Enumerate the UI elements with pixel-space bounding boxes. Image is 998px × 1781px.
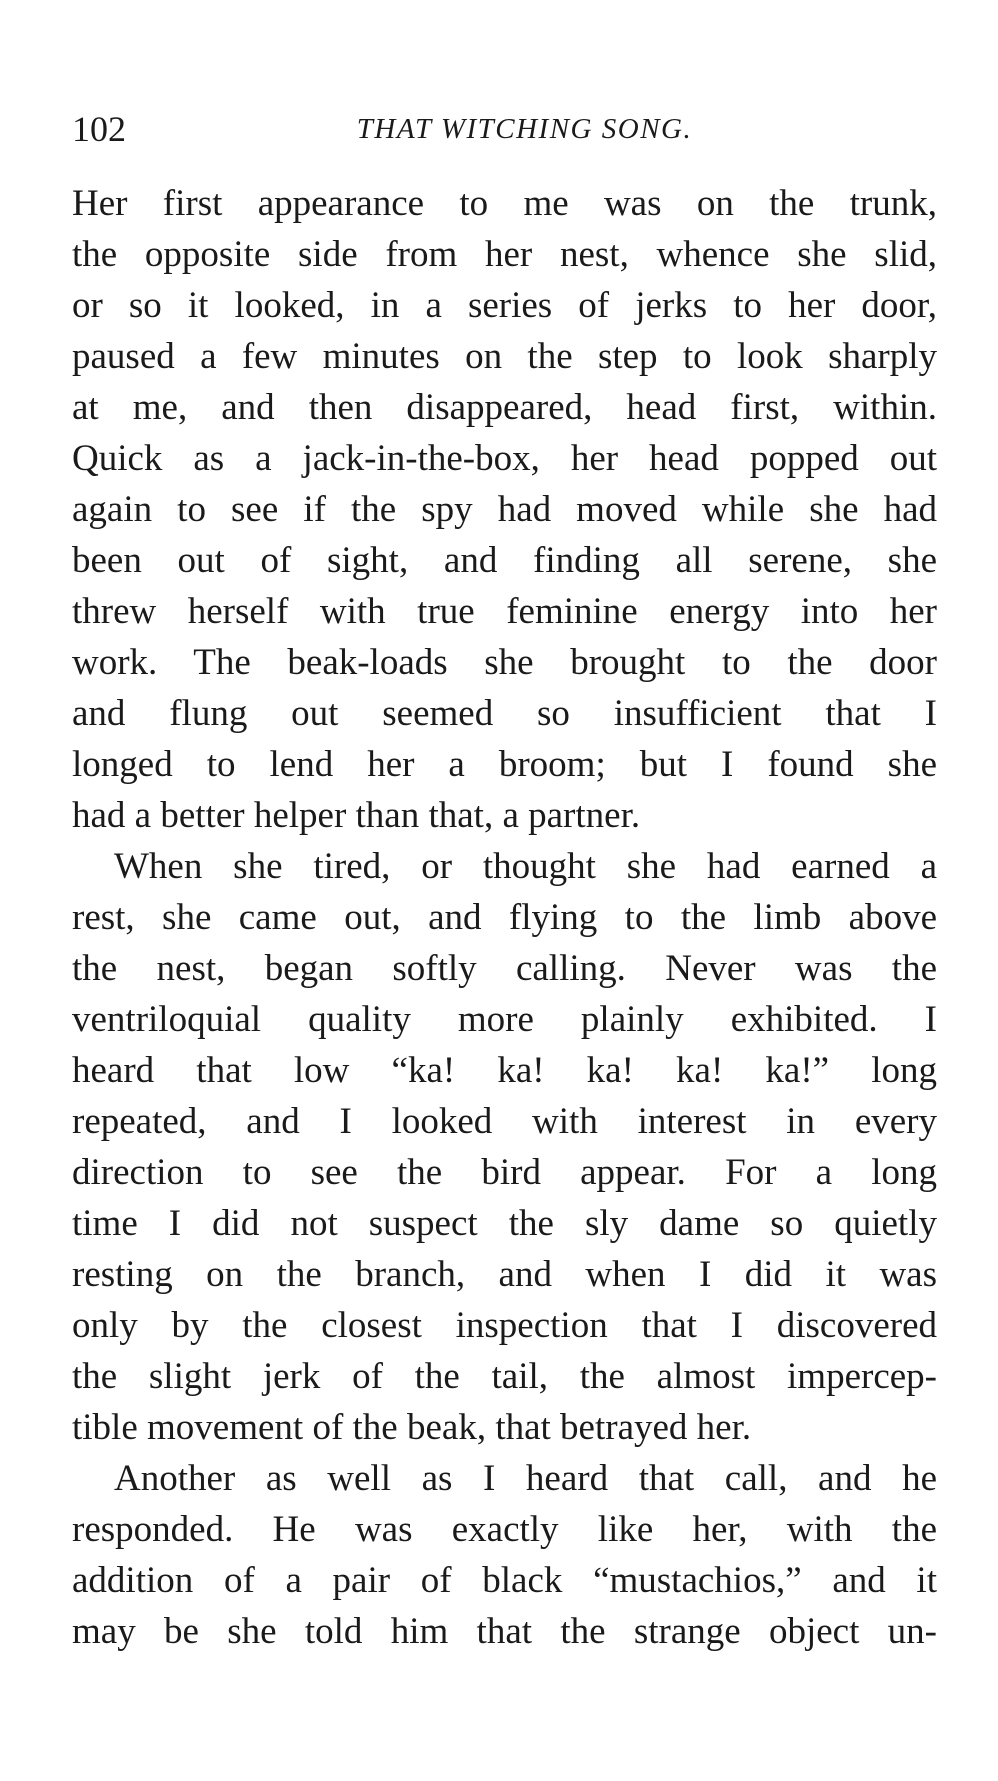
page-number: 102 bbox=[72, 109, 126, 149]
text-line: the opposite side from her nest, whence she slid, bbox=[72, 234, 937, 275]
page-header bbox=[72, 104, 937, 154]
text-line: Her first appearance to me was on the trunk, bbox=[72, 183, 937, 224]
text-line: at me, and then disappeared, head first, within. bbox=[72, 387, 937, 428]
text-line: Another as well as I heard that call, and he bbox=[114, 1458, 937, 1499]
text-line: Quick as a jack-in-the-box, her head popped out bbox=[72, 438, 937, 479]
text-line: and flung out seemed so insufficient that I bbox=[72, 693, 937, 734]
text-line: or so it looked, in a series of jerks to her door, bbox=[72, 285, 937, 326]
body-text bbox=[72, 178, 937, 1657]
text-line: When she tired, or thought she had earned a bbox=[114, 846, 937, 887]
text-line: heard that low “ka! ka! ka! ka! ka!” long bbox=[72, 1050, 937, 1091]
text-line: again to see if the spy had moved while she had bbox=[72, 489, 937, 530]
text-line: the nest, began softly calling. Never was the bbox=[72, 948, 937, 989]
text-line: threw herself with true feminine energy into her bbox=[72, 591, 937, 632]
text-line: may be she told him that the strange object un- bbox=[72, 1611, 937, 1652]
text-line: paused a few minutes on the step to look sharply bbox=[72, 336, 937, 377]
text-line: time I did not suspect the sly dame so quietly bbox=[72, 1203, 937, 1244]
text-line: tible movement of the beak, that betrayed her. bbox=[72, 1407, 752, 1448]
text-line: ventriloquial quality more plainly exhibited. I bbox=[72, 999, 937, 1040]
running-head: THAT WITCHING SONG. bbox=[356, 113, 693, 145]
text-line: addition of a pair of black “mustachios,” and it bbox=[72, 1560, 937, 1601]
text-line: responded. He was exactly like her, with the bbox=[72, 1509, 937, 1550]
text-line: had a better helper than that, a partner. bbox=[72, 795, 641, 836]
text-line: only by the closest inspection that I discovered bbox=[72, 1305, 937, 1346]
text-line: repeated, and I looked with interest in every bbox=[72, 1101, 937, 1142]
text-line: longed to lend her a broom; but I found she bbox=[72, 744, 937, 785]
text-line: work. The beak-loads she brought to the door bbox=[72, 642, 937, 683]
text-line: resting on the branch, and when I did it was bbox=[72, 1254, 937, 1295]
text-line: been out of sight, and finding all serene, she bbox=[72, 540, 937, 581]
text-line: rest, she came out, and flying to the limb above bbox=[72, 897, 937, 938]
text-line: the slight jerk of the tail, the almost impercep- bbox=[72, 1356, 937, 1397]
text-line: direction to see the bird appear. For a long bbox=[72, 1152, 937, 1193]
